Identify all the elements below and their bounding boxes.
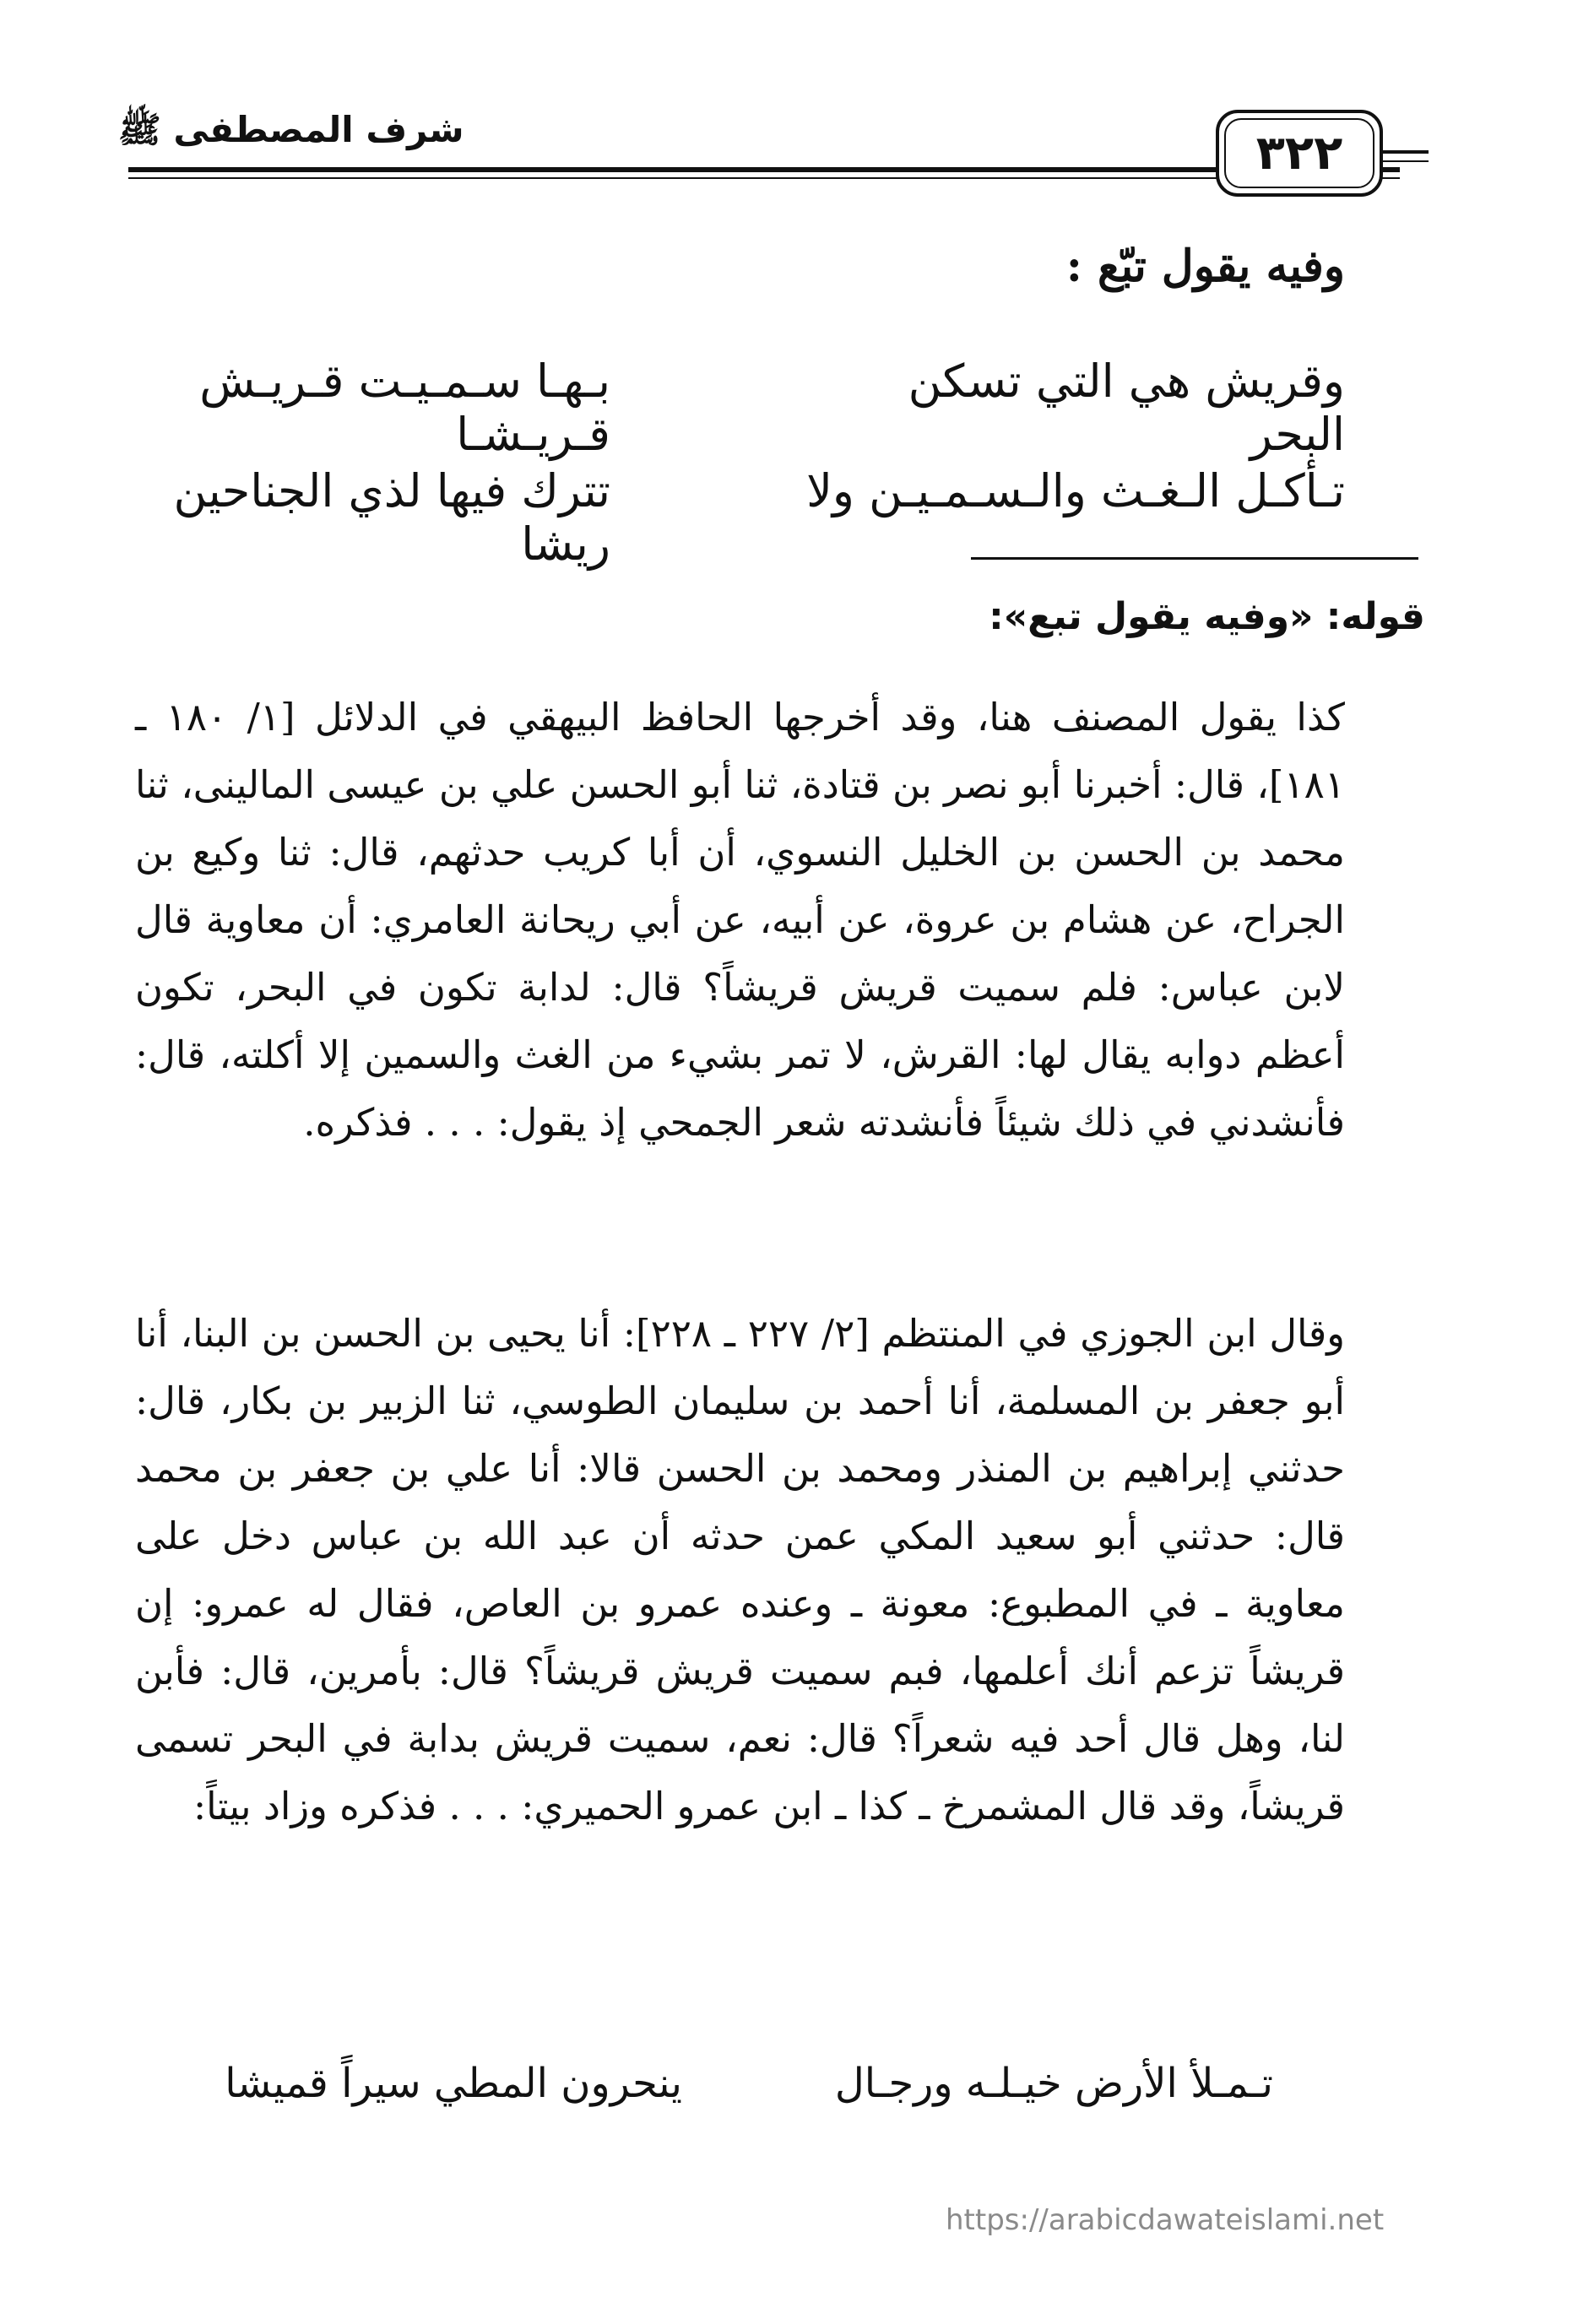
poem-verse-2 [173,464,1345,571]
watermark-url: https://arabicdawateislami.net [946,2203,1385,2237]
additional-verse-first-hemistich: تـمـلأ الأرض خيـلـه ورجـال [834,2060,1273,2107]
page-number-tail [1376,150,1429,154]
page-number-tail-thin [1376,160,1429,162]
verse-1-second-hemistich: بـهـا سـمـيـت قـريـش قـريـشـا [199,355,610,461]
header-rule-thin [128,177,1400,179]
commentary-heading: قوله: «وفيه يقول تبع»: [989,595,1425,638]
commentary-paragraph-2: وقال ابن الجوزي في المنتظم [٢/ ٢٢٧ ـ ٢٢٨]: أنا يحيى بن الحسن بن البنا، أنا أبو جعفر بن المسلمة، أنا أحمد بن سليمان الطوسي، ثنا الزبير بن بكار، قال: حدثني إبراهيم بن المنذر ومحمد بن الحسن قالا: أنا علي بن جعفر بن محمد قال: حدثني أبو سعيد المكي عمن حدثه أن عبد الله بن عباس دخل على معاوية ـ في المطبوع: معونة ـ وعنده عمرو بن العاص، فقال له عمرو: إن قريشاً تزعم أنك أعلمها، فبم سميت قريش قريشاً؟ قال: بأمرين، قال: فأبن لنا، وهل قال أحد فيه شعراً؟ قال: نعم، سميت قريش بدابة في البحر تسمى قريشاً، وقد قال المشمرخ ـ كذا ـ ابن عمرو الحميري: . . . فذكره وزاد بيتاً: [135,1311,1345,1828]
footnote-separator [971,557,1418,560]
running-header-title: شرف المصطفى ﷺ [118,109,464,150]
poem-intro: وفيه يقول تبّع : [1065,241,1345,292]
verse-1-first-hemistich: وقريش هي التي تسكن البحر [908,355,1345,461]
additional-verse-second-hemistich: ينحرون المطي سيراً قميشا [225,2060,682,2107]
verse-2-first-hemistich: تـأكـل الـغـث والـسـمـيـن ولا [806,464,1345,517]
poem-verse-1 [194,355,1345,461]
verse-2-second-hemistich: تترك فيها لذي الجناحين ريشا [173,464,610,571]
commentary-paragraph-1: كذا يقول المصنف هنا، وقد أخرجها الحافظ البيهقي في الدلائل [١/ ١٨٠ ـ ١٨١]، قال: أخبرنا أبو نصر بن قتادة، ثنا أبو الحسن علي بن عيسى المالينى، ثنا محمد بن الحسن بن الخليل النسوي، أن أبا كريب حدثهم، قال: ثنا وكيع بن الجراح، عن هشام بن عروة، عن أبيه، عن أبي ريحانة العامري: أن معاوية قال لابن عباس: فلم سميت قريش قريشاً؟ قال: لدابة تكون في البحر، تكون أعظم دوابه يقال لها: القرش، لا تمر بشيء من الغث والسمين إلا أكلته، قال: فأنشدني في ذلك شيئاً فأنشدته شعر الجمحي إذ يقول: . . . فذكره. [135,695,1345,1145]
page-number: ٣٢٢ [1255,126,1343,181]
page-number-frame [1216,110,1383,197]
header-rule [128,167,1400,172]
additional-verse [194,2060,1273,2127]
